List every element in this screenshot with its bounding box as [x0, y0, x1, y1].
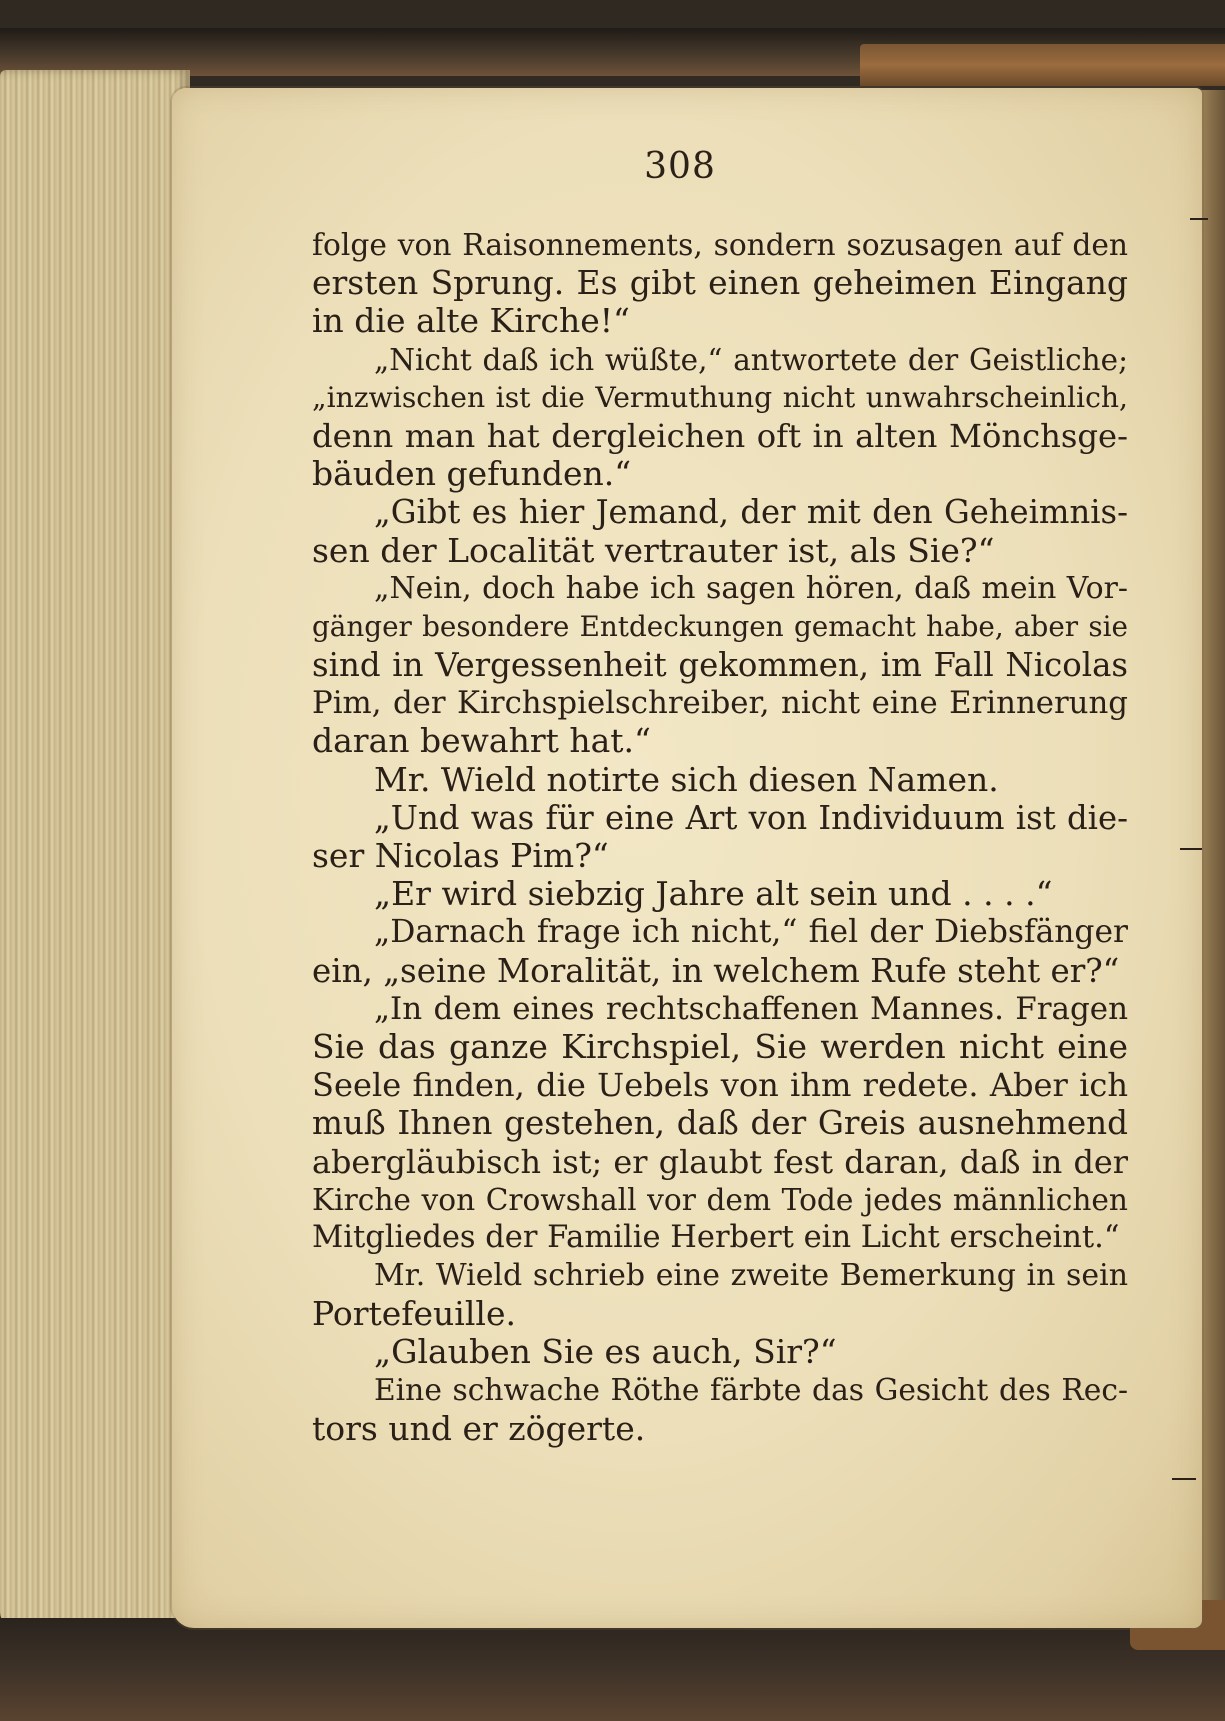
text-line: Mitgliedes der Familie Herbert ein Licht erscheint.“ — [312, 1219, 1120, 1255]
text-line: Mr. Wield schrieb eine zweite Bemerkung in sein — [374, 1258, 1128, 1294]
text-line: folge von Raisonnements, sondern sozusagen auf den — [312, 227, 1128, 262]
page-number: 308 — [644, 146, 716, 187]
text-line: muß Ihnen gestehen, daß der Greis ausnehmend — [312, 1104, 1128, 1143]
text-line: „Darnach frage ich nicht,“ fiel der Diebsfänger — [374, 914, 1128, 951]
text-line: Kirche von Crowshall vor dem Tode jedes männlichen — [312, 1182, 1128, 1217]
text-line: „Gibt es hier Jemand, der mit den Geheimnis- — [374, 493, 1128, 532]
margin-mark — [1190, 218, 1208, 220]
text-line: „Nein, doch habe ich sagen hören, daß mein Vor- — [374, 570, 1128, 606]
text-line: gänger besondere Entdeckungen gemacht habe, aber sie — [312, 609, 1128, 643]
text-line: in die alte Kirche!“ — [312, 301, 630, 341]
text-line: daran bewahrt hat.“ — [312, 721, 651, 761]
text-line: Eine schwache Röthe färbte das Gesicht des Rec- — [374, 1372, 1128, 1408]
text-line: Portefeuille. — [312, 1294, 516, 1334]
text-line: sind in Vergessenheit gekommen, im Fall Nicolas — [312, 646, 1128, 685]
text-line: „Und was für eine Art von Individuum ist die- — [374, 798, 1128, 837]
text-line: „In dem eines rechtschaffenen Mannes. Fragen — [374, 990, 1128, 1027]
text-line: „inzwischen ist die Vermuthung nicht unwahrscheinlich, — [312, 380, 1128, 414]
text-line: „Er wird siebzig Jahre alt sein und . . . .“ — [374, 874, 1053, 914]
page-text — [312, 226, 1128, 1448]
text-line: bäuden gefunden.“ — [312, 454, 632, 494]
page-edges — [0, 70, 190, 1630]
text-line: „Glauben Sie es auch, Sir?“ — [374, 1332, 837, 1372]
text-line: Mr. Wield notirte sich diesen Namen. — [374, 759, 999, 799]
text-line: sen der Localität vertrauter ist, als Sie?“ — [312, 530, 995, 570]
text-line: denn man hat dergleichen oft in alten Mönchsge- — [312, 416, 1128, 455]
book-cover-bottom — [0, 1618, 1225, 1721]
text-line: ersten Sprung. Es gibt einen geheimen Eingang — [312, 263, 1128, 303]
text-line: ser Nicolas Pim?“ — [312, 836, 609, 875]
text-line: Seele finden, die Uebels von ihm redete. Aber ich — [312, 1066, 1128, 1105]
margin-mark — [1172, 1478, 1196, 1480]
text-line: tors und er zögerte. — [312, 1408, 646, 1448]
text-line: ein, „seine Moralität, in welchem Rufe steht er?“ — [312, 951, 1120, 990]
book-cover-corner — [860, 44, 1225, 86]
text-line: Pim, der Kirchspielschreiber, nicht eine Erinnerung — [312, 685, 1128, 722]
text-line: abergläubisch ist; er glaubt fest daran, daß in der — [312, 1142, 1128, 1181]
margin-mark — [1180, 848, 1202, 850]
text-line: „Nicht daß ich wüßte,“ antwortete der Geistliche; — [374, 342, 1128, 377]
text-line: Sie das ganze Kirchspiel, Sie werden nicht eine — [312, 1026, 1128, 1066]
